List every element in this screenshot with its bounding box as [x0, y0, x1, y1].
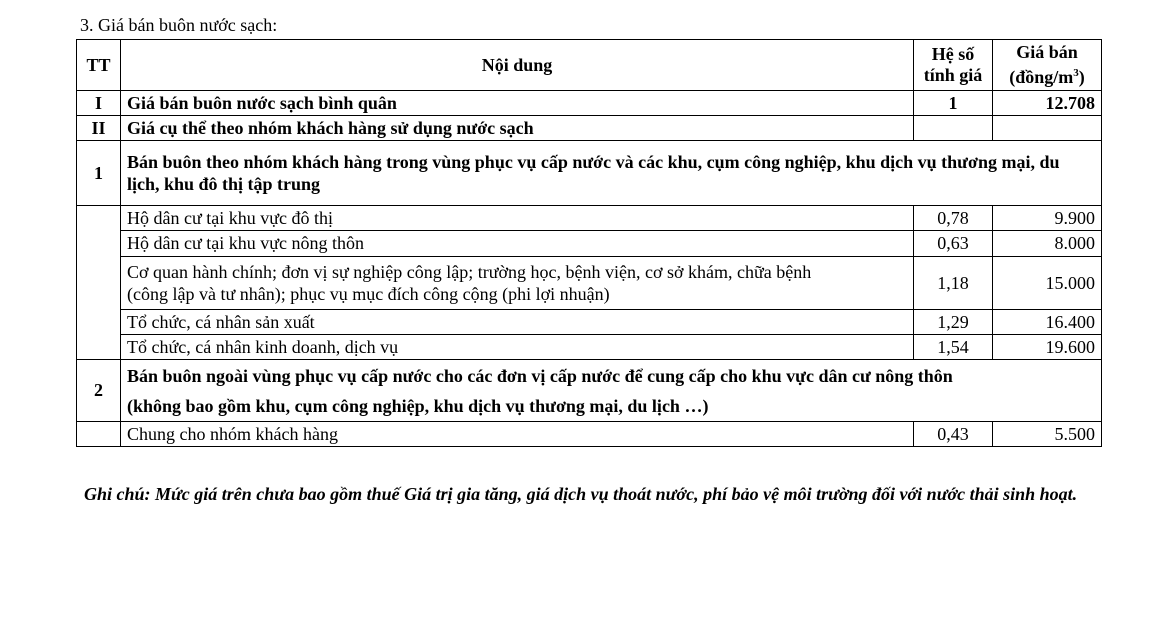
- header-tt: TT: [77, 40, 121, 91]
- wholesale-price-table: [76, 39, 1102, 447]
- header-price-line1: Giá bán: [1016, 42, 1078, 62]
- row-content: Tổ chức, cá nhân sản xuất: [121, 310, 914, 335]
- row-coefficient: 1: [914, 91, 993, 116]
- row-price: 5.500: [993, 422, 1102, 447]
- row-price: 16.400: [993, 310, 1102, 335]
- header-coef-line2: tính giá: [923, 65, 983, 85]
- row-content: Giá cụ thể theo nhóm khách hàng sử dụng nước sạch: [121, 116, 914, 141]
- row-content-line1: Cơ quan hành chính; đơn vị sự nghiệp công lập; trường học, bệnh viện, cơ sở khám, chữa bệnh: [127, 262, 812, 282]
- row-coefficient: 0,63: [914, 231, 993, 257]
- row-coefficient: 1,18: [914, 257, 993, 310]
- row-tt: [77, 206, 121, 231]
- row-price: 15.000: [993, 257, 1102, 310]
- row-tt: [77, 422, 121, 447]
- row-coefficient: 1,29: [914, 310, 993, 335]
- row-tt: [77, 310, 121, 335]
- header-price: [993, 40, 1102, 91]
- row-coefficient: 0,78: [914, 206, 993, 231]
- row-content-line1: Bán buôn ngoài vùng phục vụ cấp nước cho các đơn vị cấp nước để cung cấp cho khu vực dân cư nông thôn: [127, 365, 953, 386]
- table-row: [77, 231, 1102, 257]
- row-coefficient: [914, 116, 993, 141]
- row-content-line2: (không bao gồm khu, cụm công nghiệp, khu dịch vụ thương mại, du lịch …): [127, 395, 709, 416]
- table-row: [77, 116, 1102, 141]
- row-tt: 2: [77, 360, 121, 422]
- table-row-group-header: [77, 360, 1102, 422]
- row-price: 12.708: [993, 91, 1102, 116]
- row-price: 8.000: [993, 231, 1102, 257]
- header-coefficient: [914, 40, 993, 91]
- row-tt: I: [77, 91, 121, 116]
- row-content: Hộ dân cư tại khu vực đô thị: [121, 206, 914, 231]
- table-row: [77, 91, 1102, 116]
- row-content: Giá bán buôn nước sạch bình quân: [121, 91, 914, 116]
- table-row: [77, 310, 1102, 335]
- row-coefficient: 1,54: [914, 335, 993, 360]
- row-content: [121, 360, 1102, 422]
- table-row: [77, 206, 1102, 231]
- row-content: Tổ chức, cá nhân kinh doanh, dịch vụ: [121, 335, 914, 360]
- row-content: [121, 257, 914, 310]
- row-tt: II: [77, 116, 121, 141]
- table-row-group-header: [77, 141, 1102, 206]
- row-price: 9.900: [993, 206, 1102, 231]
- header-price-line2: $(đồng/m^3)$: [1009, 67, 1085, 87]
- row-content: Chung cho nhóm khách hàng: [121, 422, 914, 447]
- row-tt: [77, 231, 121, 257]
- row-tt: [77, 335, 121, 360]
- row-tt: 1: [77, 141, 121, 206]
- table-row: [77, 335, 1102, 360]
- row-content: Bán buôn theo nhóm khách hàng trong vùng phục vụ cấp nước và các khu, cụm công nghiệp, khu dịch vụ thương mại, du lịch, khu đô thị tập trung: [121, 141, 1102, 206]
- header-coef-line1: Hệ số: [931, 44, 975, 64]
- row-price: [993, 116, 1102, 141]
- header-content: Nội dung: [121, 40, 914, 91]
- table-header-row: [77, 40, 1102, 91]
- table-row: [77, 422, 1102, 447]
- row-price: 19.600: [993, 335, 1102, 360]
- row-tt: [77, 257, 121, 310]
- section-title: 3. Giá bán buôn nước sạch:: [80, 15, 278, 35]
- table-row: [77, 257, 1102, 310]
- row-coefficient: 0,43: [914, 422, 993, 447]
- footnote: Ghi chú: Mức giá trên chưa bao gồm thuế Giá trị gia tăng, giá dịch vụ thoát nước, phí bảo vệ môi trường đối với nước thải sinh hoạt.: [84, 484, 1078, 504]
- row-content: Hộ dân cư tại khu vực nông thôn: [121, 231, 914, 257]
- row-content-line2: (công lập và tư nhân); phục vụ mục đích công cộng (phi lợi nhuận): [127, 284, 610, 304]
